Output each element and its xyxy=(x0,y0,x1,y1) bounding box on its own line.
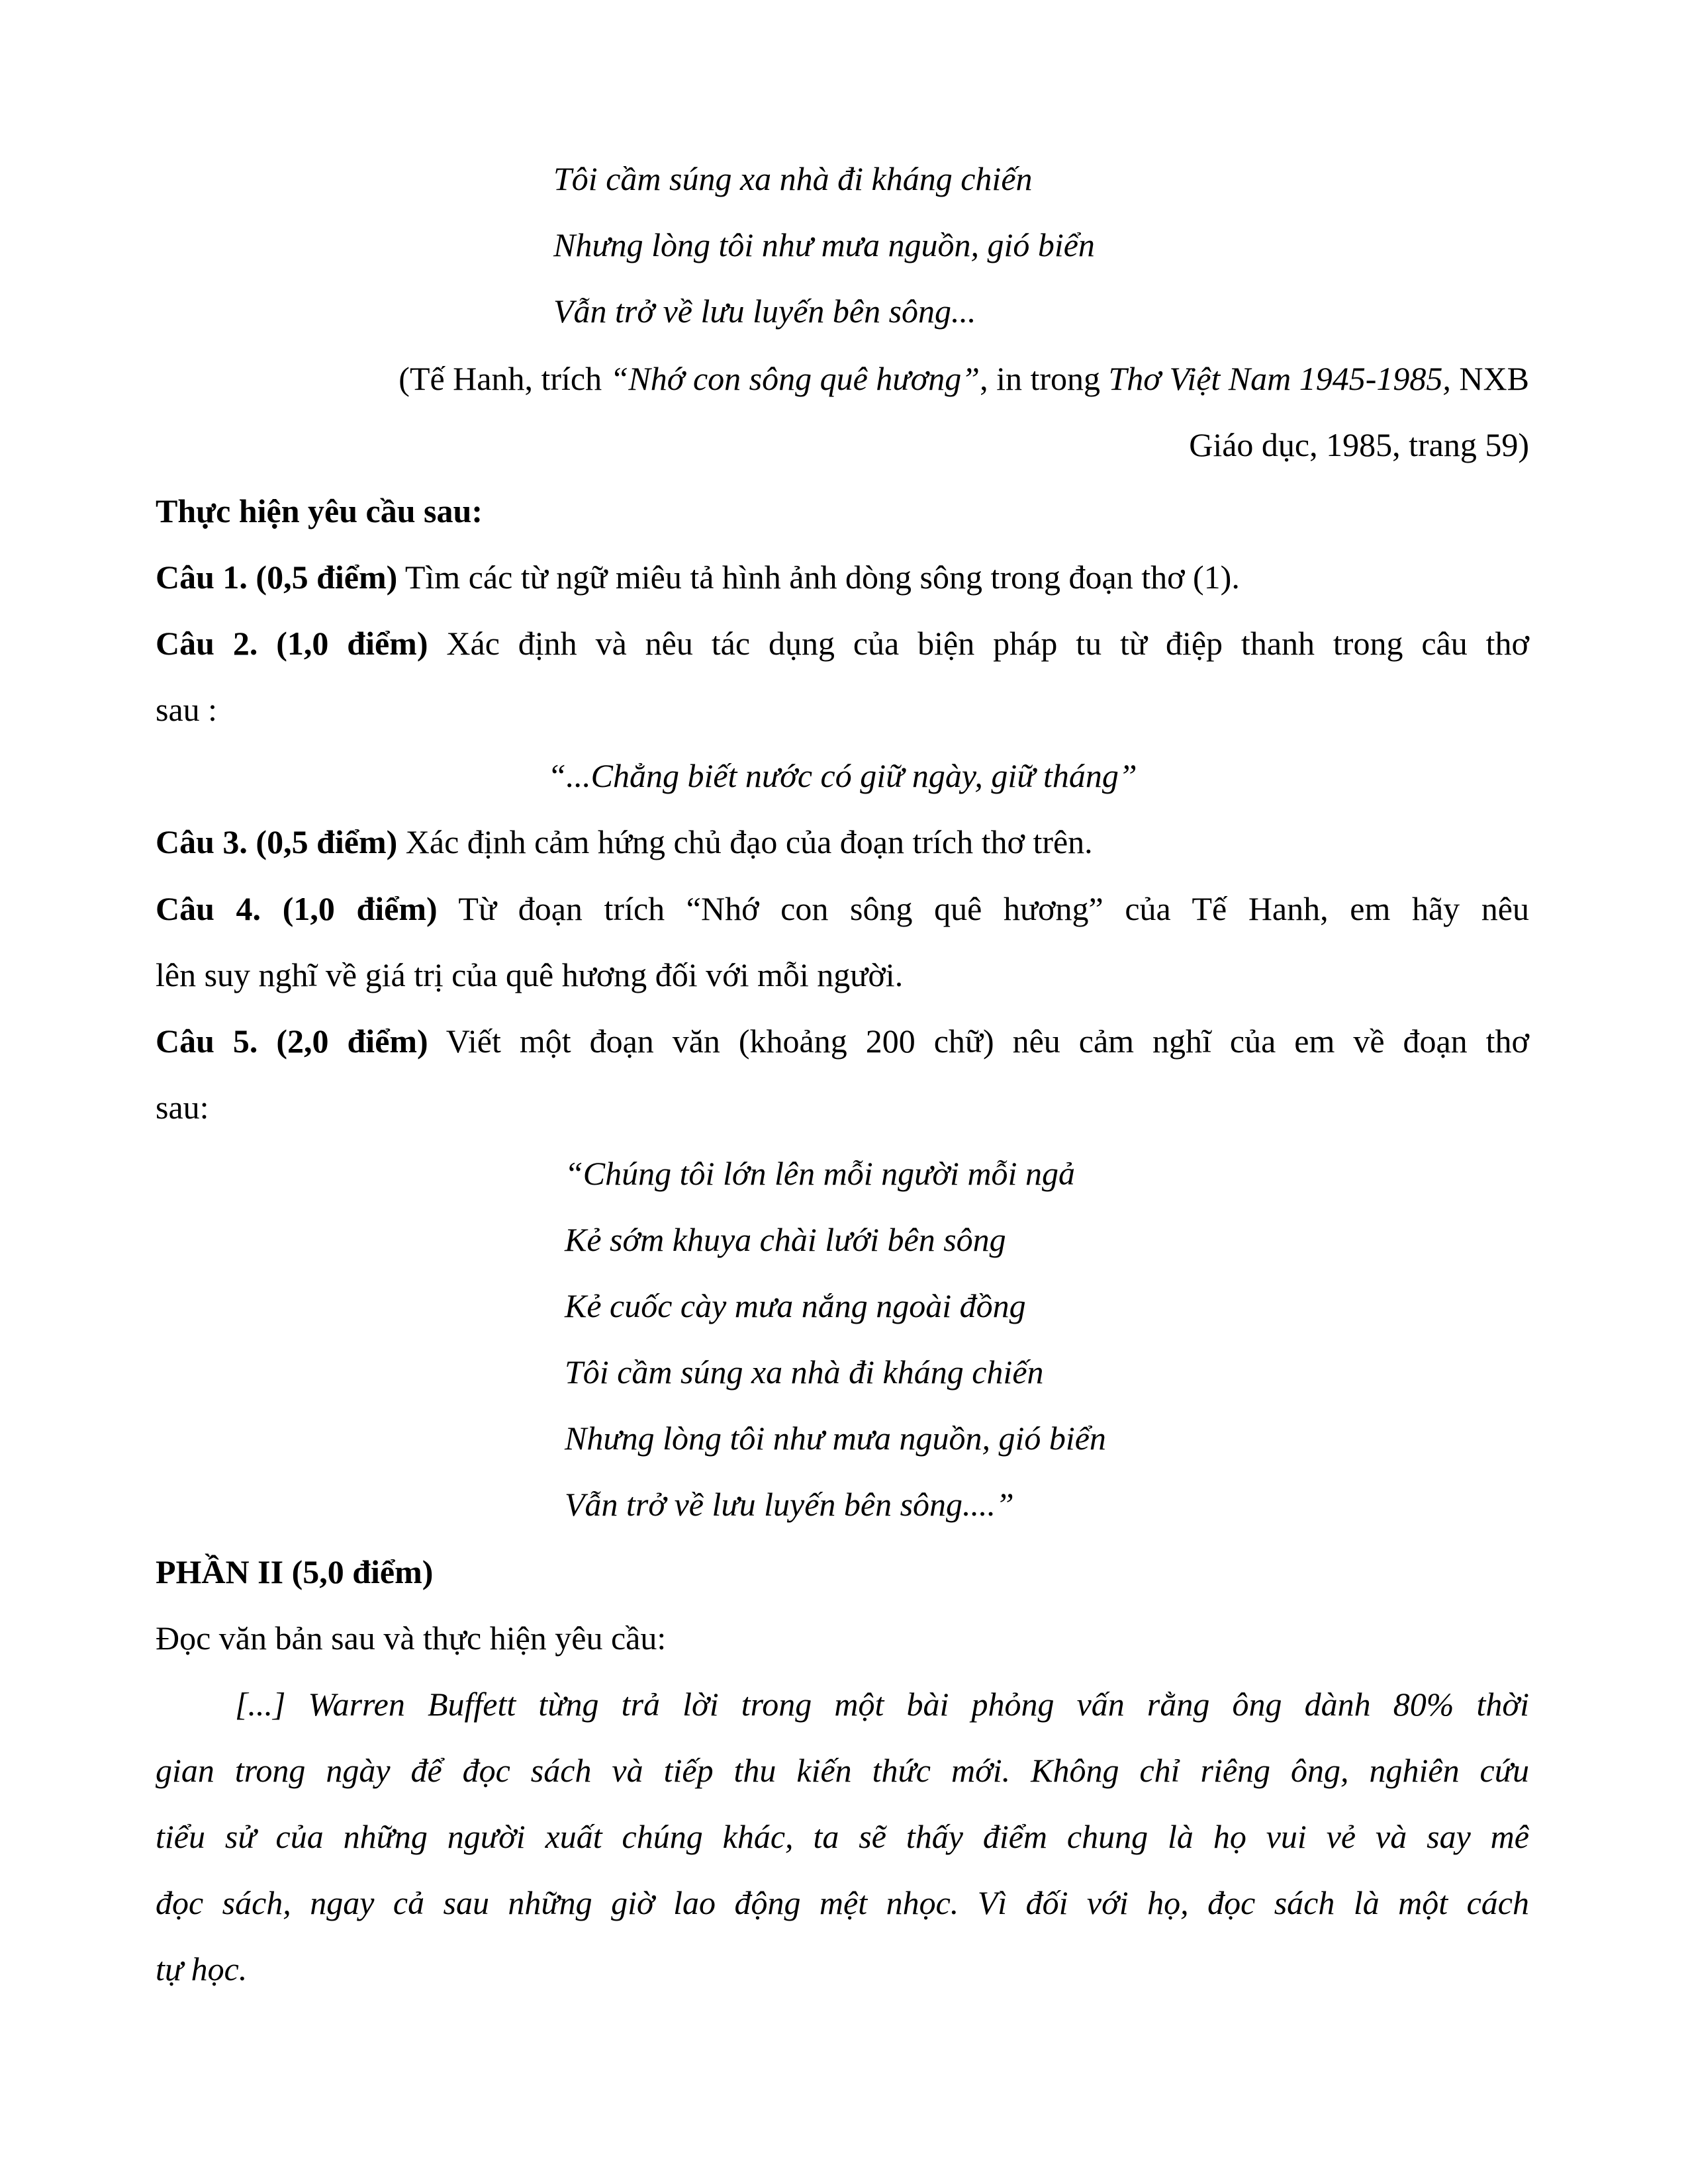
citation-line-2: Giáo dục, 1985, trang 59) xyxy=(1189,426,1529,463)
passage-line: tự học. xyxy=(156,1950,248,1987)
citation-open: (Tế Hanh, trích xyxy=(399,360,610,397)
citation-poem-title: “Nhớ con sông quê hương” xyxy=(610,360,980,397)
question-continuation: sau : xyxy=(156,691,218,728)
requirements-heading: Thực hiện yêu cầu sau: xyxy=(156,492,483,529)
poem-line: Nhưng lòng tôi như mưa nguồn, gió biển xyxy=(565,1420,1106,1457)
poem-line: Vẫn trở về lưu luyến bên sông....” xyxy=(565,1486,1014,1523)
question-continuation: sau: xyxy=(156,1089,209,1126)
passage-line: [...] Warren Buffett từng trả lời trong một bài phỏng vấn rằng ông dành 80% thời xyxy=(235,1686,1529,1723)
question-quote: “...Chẳng biết nước có giữ ngày, giữ tháng” xyxy=(547,757,1137,794)
poem-line: Kẻ sớm khuya chài lưới bên sông xyxy=(565,1221,1006,1258)
citation-publisher: NXB xyxy=(1450,360,1529,397)
question-label: Câu 1. (0,5 điểm) xyxy=(156,559,398,596)
passage-line: đọc sách, ngay cả sau những giờ lao động mệt nhọc. Vì đối với họ, đọc sách là một cách xyxy=(156,1884,1529,1921)
citation-book-title: Thơ Việt Nam 1945-1985, xyxy=(1108,360,1451,397)
question-label: Câu 4. (1,0 điểm) xyxy=(156,890,438,927)
part-2-heading: PHẦN II (5,0 điểm) xyxy=(156,1553,434,1590)
poem-line: Tôi cầm súng xa nhà đi kháng chiến xyxy=(553,160,1033,197)
passage-line: gian trong ngày để đọc sách và tiếp thu kiến thức mới. Không chỉ riêng ông, nghiên cứu xyxy=(156,1752,1529,1789)
citation-mid: , in trong xyxy=(980,360,1109,397)
poem-line: Nhưng lòng tôi như mưa nguồn, gió biển xyxy=(553,226,1095,263)
question-text: Xác định và nêu tác dụng của biện pháp tu từ điệp thanh trong câu thơ xyxy=(428,625,1529,662)
question-1 xyxy=(156,557,1240,597)
question-text: Viết một đoạn văn (khoảng 200 chữ) nêu cảm nghĩ của em về đoạn thơ xyxy=(428,1023,1529,1060)
question-label: Câu 3. (0,5 điểm) xyxy=(156,823,398,860)
citation xyxy=(399,359,1529,398)
question-3 xyxy=(156,822,1093,862)
poem-line: Tôi cầm súng xa nhà đi kháng chiến xyxy=(565,1353,1044,1390)
passage-line: tiểu sử của những người xuất chúng khác, ta sẽ thấy điểm chung là họ vui vẻ và say mê xyxy=(156,1818,1529,1855)
question-text: Tìm các từ ngữ miêu tả hình ảnh dòng sông trong đoạn thơ (1). xyxy=(397,559,1240,596)
poem-line: Kẻ cuốc cày mưa nắng ngoài đồng xyxy=(565,1287,1026,1324)
question-4 xyxy=(156,889,1529,929)
question-continuation: lên suy nghĩ về giá trị của quê hương đối với mỗi người. xyxy=(156,956,904,993)
question-text: Từ đoạn trích “Nhớ con sông quê hương” của Tế Hanh, em hãy nêu xyxy=(437,890,1530,927)
poem-line: “Chúng tôi lớn lên mỗi người mỗi ngả xyxy=(565,1155,1075,1192)
question-label: Câu 2. (1,0 điểm) xyxy=(156,625,428,662)
question-label: Câu 5. (2,0 điểm) xyxy=(156,1023,428,1060)
part-2-instruction: Đọc văn bản sau và thực hiện yêu cầu: xyxy=(156,1619,667,1657)
question-5 xyxy=(156,1021,1529,1061)
question-2 xyxy=(156,623,1529,663)
question-text: Xác định cảm hứng chủ đạo của đoạn trích thơ trên. xyxy=(397,823,1093,860)
poem-line: Vẫn trở về lưu luyến bên sông... xyxy=(553,293,976,330)
